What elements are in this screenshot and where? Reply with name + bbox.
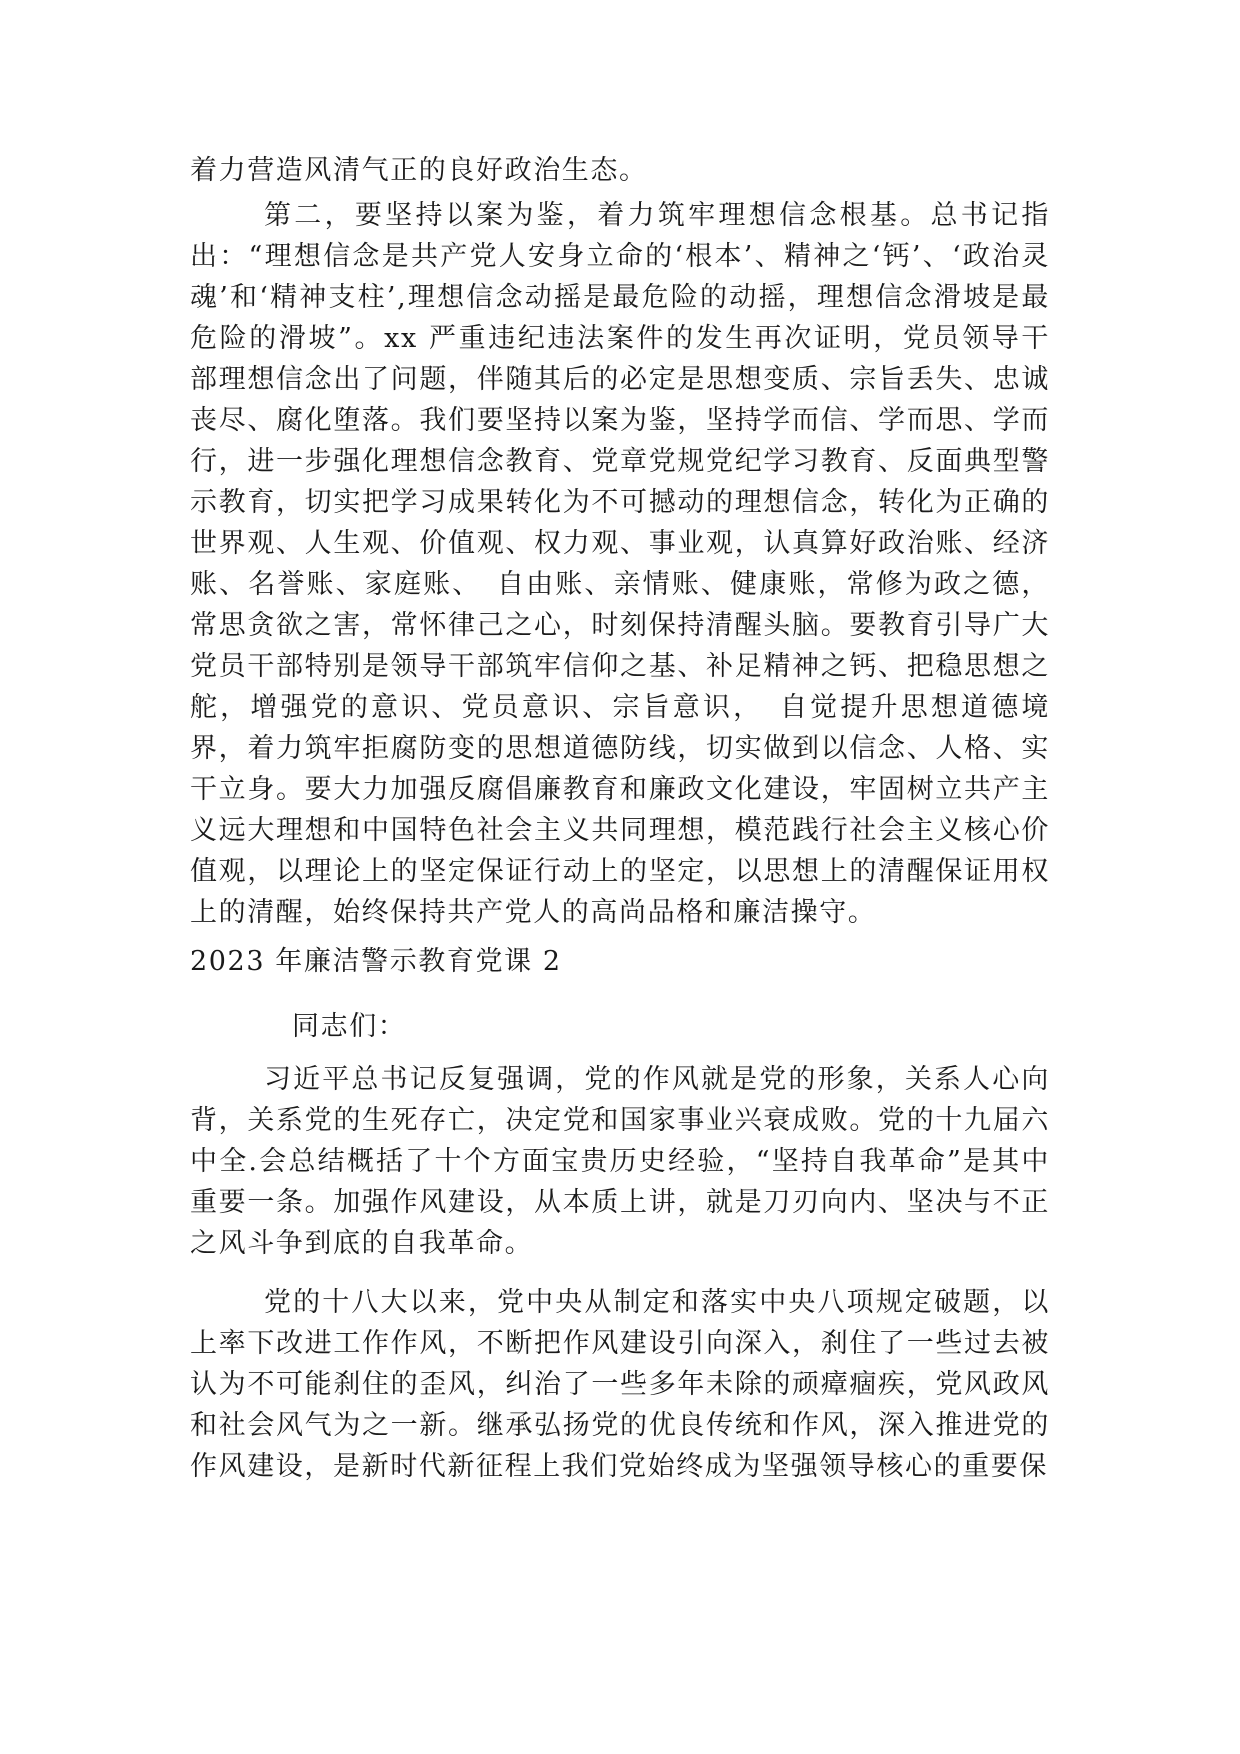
section-heading: 2023 年廉洁警示教育党课 2 — [190, 946, 562, 977]
document-body — [190, 150, 1050, 1487]
paragraph-work-style: 习近平总书记反复强调，党的作风就是党的形象，关系人心向背，关系党的生死存亡，决定党和国家事业兴衰成败。党的十九届六中全.会总结概括了十个方面宝贵历史经验，“坚持自我革命”是其中重要一条。加强作风建设，从本质上讲，就是刀刃向内、坚决与不正之风斗争到底的自我革命。 — [190, 1064, 1050, 1259]
paragraph-ideals-and-beliefs: 第二，要坚持以案为鉴，着力筑牢理想信念根基。总书记指出：“理想信念是共产党人安身立命的‘根本’、精神之‘钙’、‘政治灵魂’和‘精神支柱’,理想信念动摇是最危险的动摇，理想信念滑坡是最危险的滑坡”。xx 严重违纪违法案件的发生再次证明，党员领导干部理想信念出了问题，伴随其后的必定是思想变质、宗旨丢失、忠诚丧尽、腐化堕落。我们要坚持以案为鉴，坚持学而信、学而思、学而行，进一步强化理想信念教育、党章党规党纪学习教育、反面典型警示教育，切实把学习成果转化为不可撼动的理想信念，转化为正确的世界观、人生观、价值观、权力观、事业观，认真算好政治账、经济账、名誉账、家庭账、 自由账、亲情账、健康账，常修为政之德，常思贪欲之害，常怀律己之心，时刻保持清醒头脑。要教育引导广大党员干部特别是领导干部筑牢信仰之基、补足精神之钙、把稳思想之舵，增强党的意识、党员意识、宗旨意识， 自觉提升思想道德境界，着力筑牢拒腐防变的思想道德防线，切实做到以信念、人格、实干立身。要大力加强反腐倡廉教育和廉政文化建设，牢固树立共产主义远大理想和中国特色社会主义共同理想，模范践行社会主义核心价值观，以理论上的坚定保证行动上的坚定，以思想上的清醒保证用权上的清醒，始终保持共产党人的高尚品格和廉洁操守。 — [190, 200, 1050, 928]
salutation: 同志们： — [292, 1011, 407, 1042]
paragraph-since-18th-congress: 党的十八大以来，党中央从制定和落实中央八项规定破题，以上率下改进工作作风，不断把作风建设引向深入，刹住了一些过去被认为不可能刹住的歪风，纠治了一些多年未除的顽瘴痼疾，党风政风和社会风气为之一新。继承弘扬党的优良传统和作风，深入推进党的作风建设，是新时代新征程上我们党始终成为坚强领导核心的重要保 — [190, 1287, 1050, 1482]
paragraph-continuation: 着力营造风清气正的良好政治生态。 — [190, 155, 648, 186]
